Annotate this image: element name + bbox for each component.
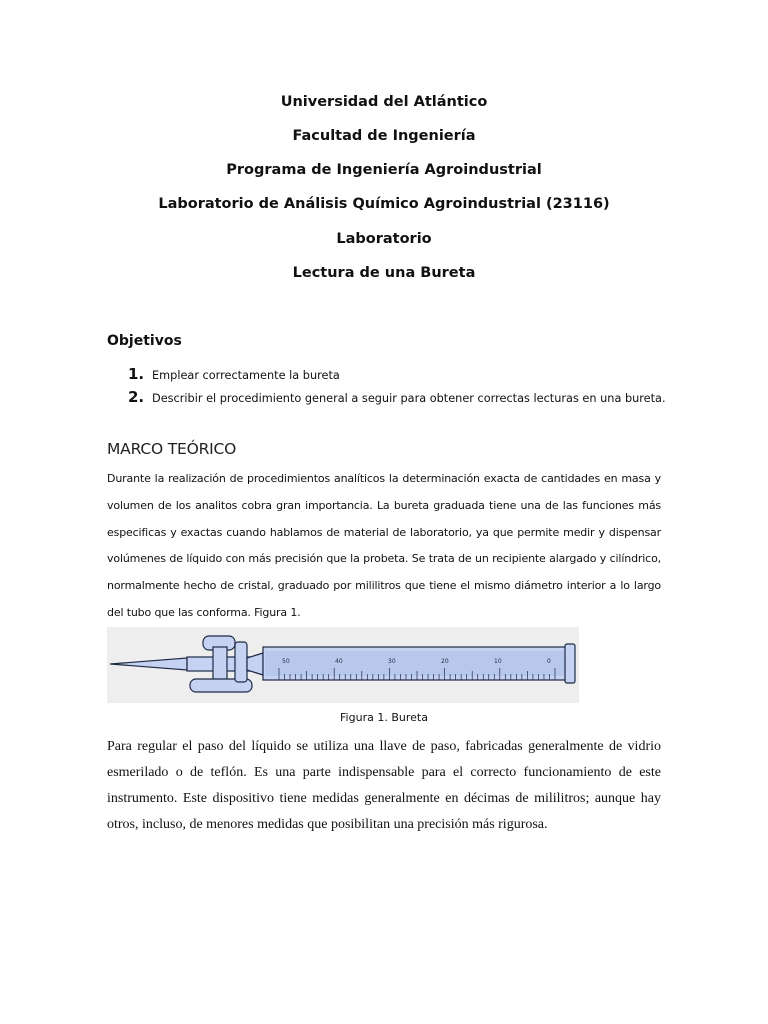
faculty-name: Facultad de Ingeniería bbox=[292, 128, 476, 144]
objectives-heading: Objetivos bbox=[107, 333, 182, 349]
university-name: Universidad del Atlántico bbox=[280, 94, 488, 110]
burette-rim bbox=[565, 644, 575, 683]
scale-label: 10 bbox=[494, 658, 502, 665]
burette-illustration bbox=[107, 627, 579, 703]
burette-figure bbox=[107, 627, 579, 703]
burette-liquid bbox=[265, 651, 565, 676]
scale-label: 20 bbox=[441, 658, 449, 665]
list-number: 1. bbox=[128, 365, 145, 383]
list-item bbox=[128, 388, 728, 411]
scale-label: 0 bbox=[547, 658, 551, 665]
theory-heading: MARCO TEÓRICO bbox=[107, 440, 237, 458]
scale-label: 40 bbox=[335, 658, 343, 665]
course-name: Laboratorio de Análisis Químico Agroindustrial (23116) bbox=[158, 196, 610, 212]
intro-paragraph: Durante la realización de procedimientos analíticos la determinación exacta de cantidades en masa y volumen de los analitos cobra gran importancia. La bureta graduada tiene una de las funciones más especificas y exactas cuando hablamos de material de laboratorio, ya que permite medir y dispensar volúmenes de líquido con más precisión que la probeta. Se trata de un recipiente alargado y cilíndrico, normalmente hecho de cristal, graduado por mililitros que tiene el mismo diámetro interior a lo largo del tubo que las conforma. Figura 1. bbox=[107, 472, 661, 619]
document-label: Laboratorio bbox=[336, 231, 432, 247]
program-name: Programa de Ingeniería Agroindustrial bbox=[226, 162, 542, 178]
body-paragraph: Para regular el paso del líquido se utiliza una llave de paso, fabricadas generalmente de vidrio esmerilado o de teflón. Es una parte indispensable para el correcto funcionamiento de este instrumento. Este dispositivo tiene medidas generalmente en décimas de mililitros; aunque hay otros, incluso, de menores medidas que posibilitan una precisión más rigurosa. bbox=[107, 739, 661, 832]
figure-caption: Figura 1. Bureta bbox=[340, 711, 428, 724]
list-item bbox=[128, 365, 728, 388]
objectives-list bbox=[128, 365, 728, 411]
list-text: Describir el procedimiento general a seguir para obtener correctas lecturas en una bureta. bbox=[152, 392, 666, 405]
list-number: 2. bbox=[128, 388, 145, 406]
stopcock-collar bbox=[235, 642, 247, 682]
list-text: Emplear correctamente la bureta bbox=[152, 369, 340, 382]
document-title: Lectura de una Bureta bbox=[292, 265, 476, 281]
scale-label: 50 bbox=[282, 658, 290, 665]
scale-label: 30 bbox=[388, 658, 396, 665]
